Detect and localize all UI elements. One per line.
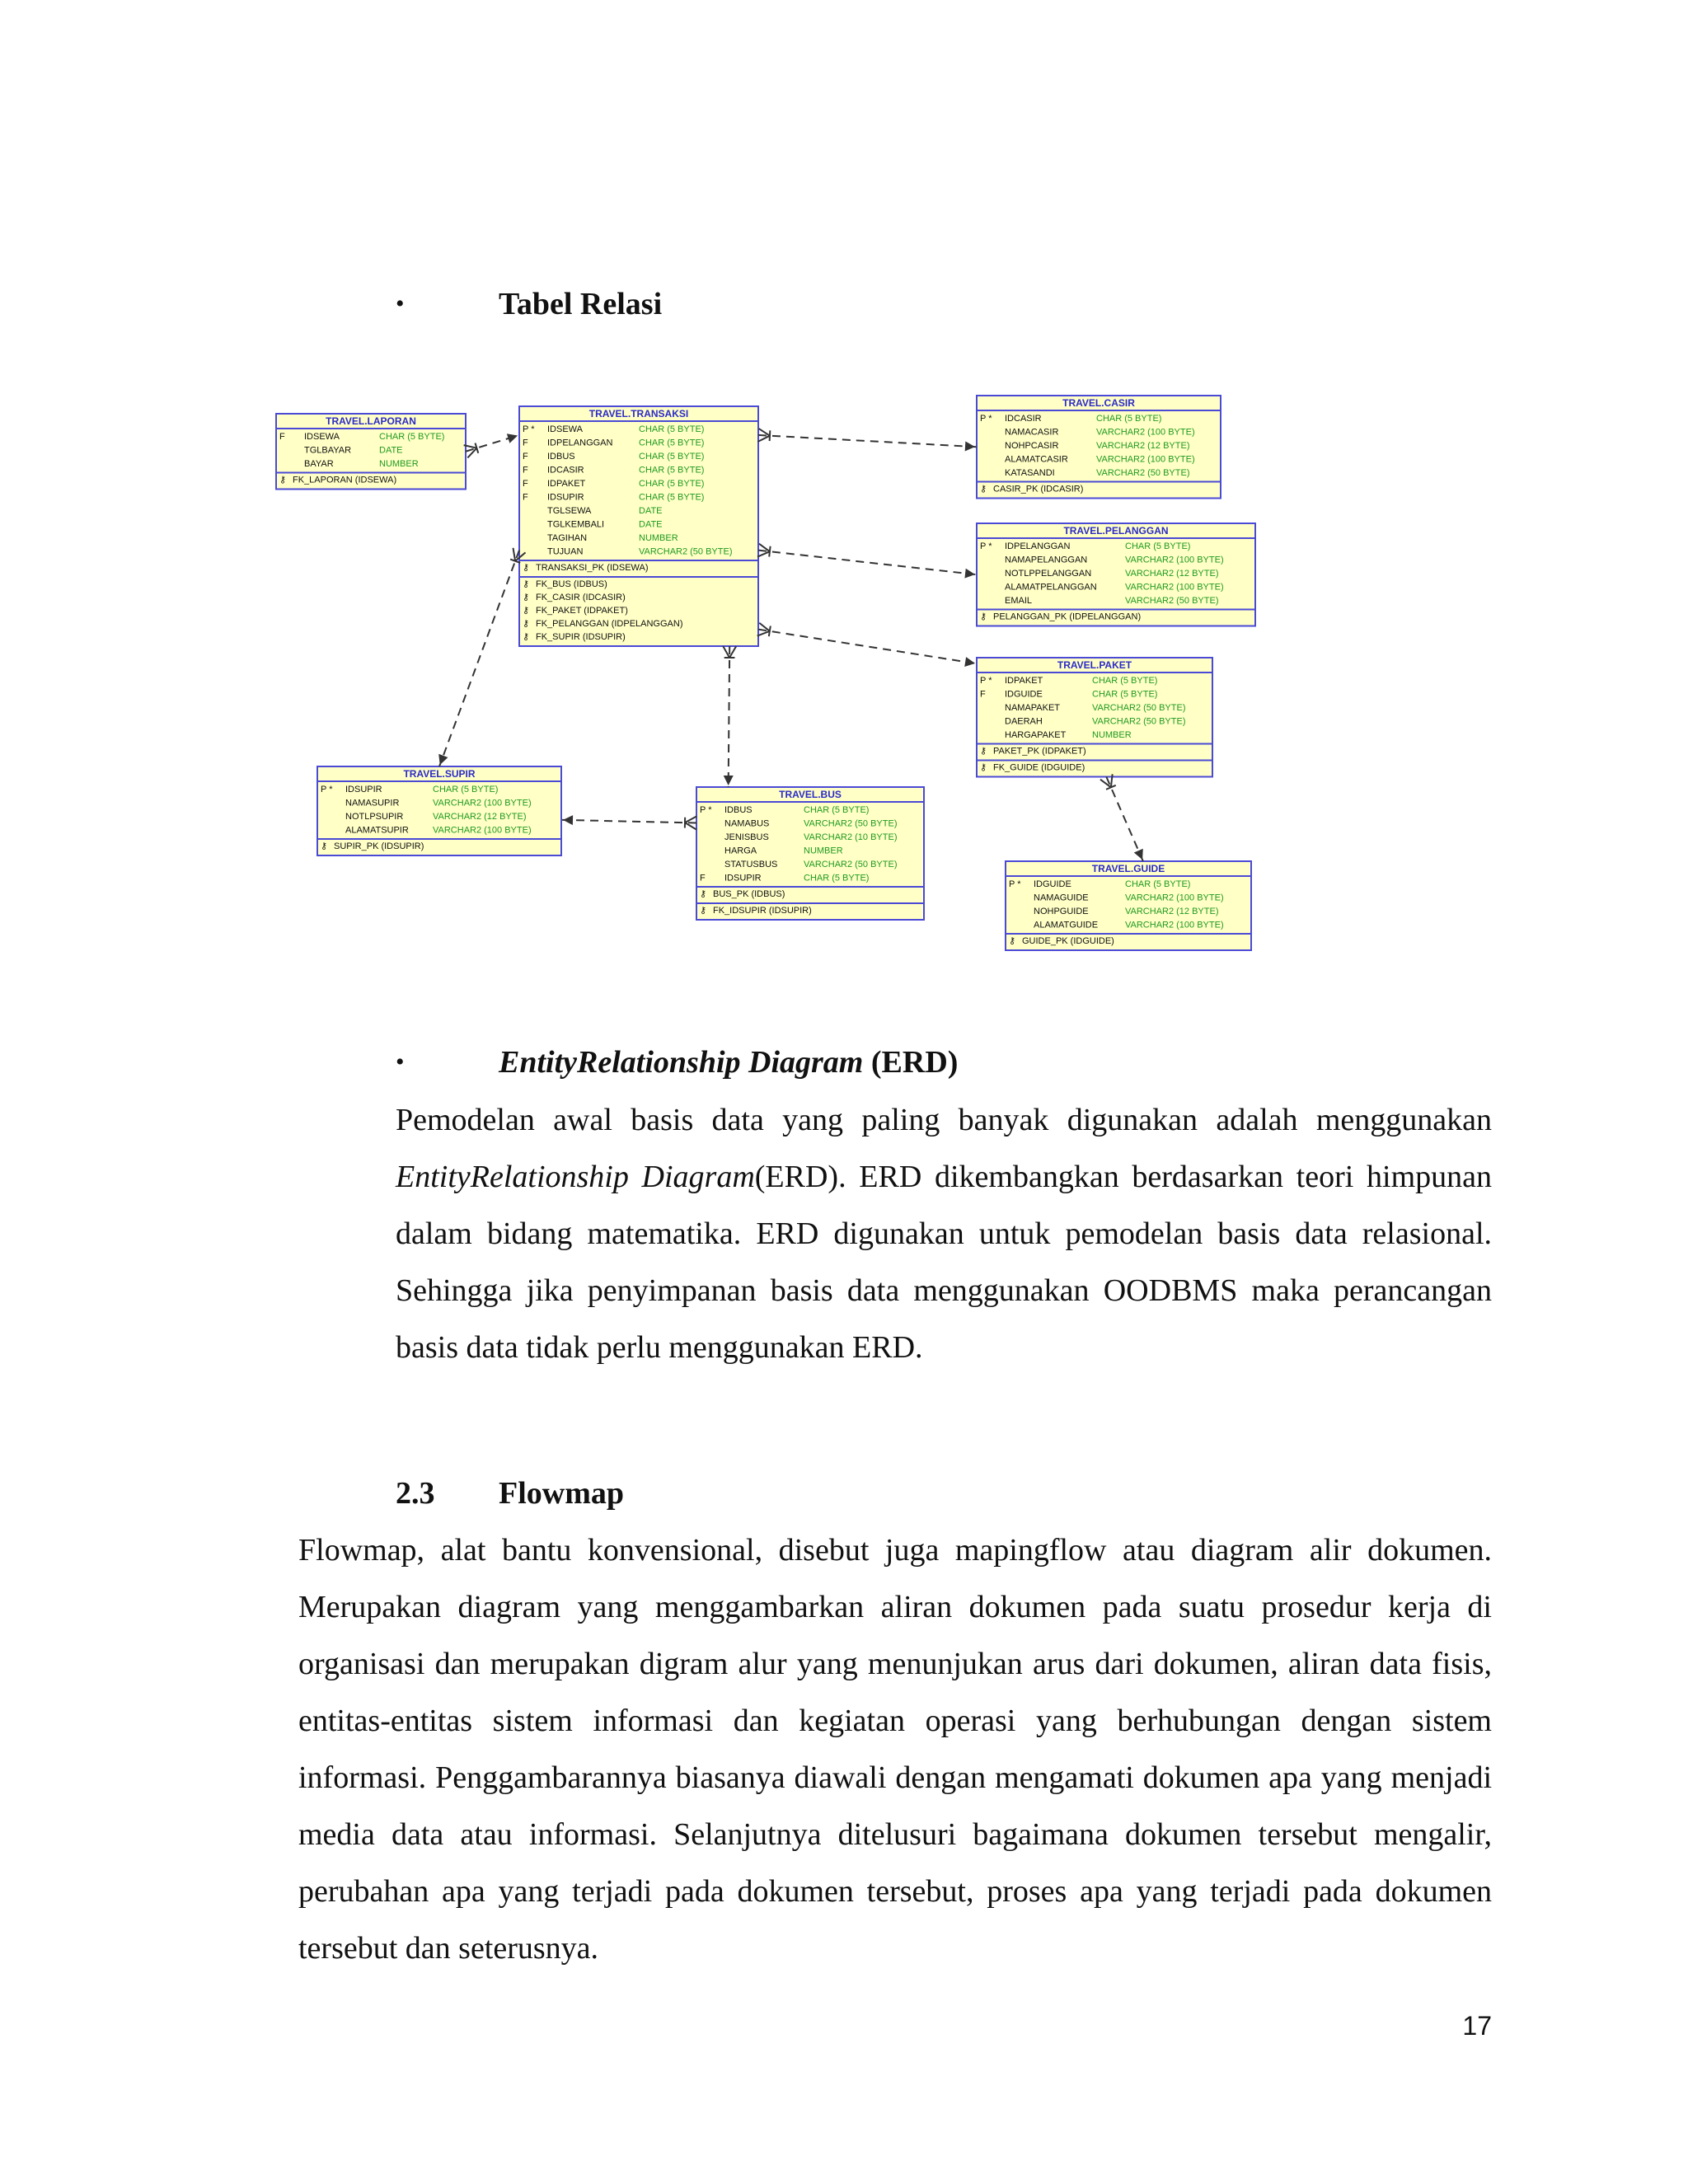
arrowhead-icon — [964, 657, 975, 667]
table-title: TRAVEL.SUPIR — [403, 768, 476, 780]
table-column-row — [1034, 907, 1219, 916]
key-label: FK_PAKET (IDPAKET) — [536, 606, 628, 616]
column-flag: F — [700, 873, 706, 883]
column-name: IDSUPIR — [345, 785, 382, 794]
column-name: ALAMATPELANGGAN — [1005, 582, 1097, 593]
key-icon: ⚷ — [321, 841, 328, 851]
column-type: CHAR (5 BYTE) — [1125, 541, 1191, 551]
key-icon: ⚷ — [523, 606, 530, 616]
relation-table-diagram — [276, 397, 1298, 981]
column-name: NAMAPELANGGAN — [1005, 555, 1088, 565]
column-type: CHAR (5 BYTE) — [804, 805, 870, 815]
column-flag: F — [980, 689, 986, 700]
relation-transaksi-supir — [438, 548, 525, 766]
column-name: IDPAKET — [1005, 676, 1043, 686]
column-name: NOTLPPELANGGAN — [1005, 569, 1092, 579]
column-type: CHAR (5 BYTE) — [639, 492, 705, 503]
column-flag: P * — [321, 785, 333, 794]
table-laporan — [276, 414, 466, 490]
column-name: NOHPGUIDE — [1034, 907, 1089, 916]
key-label: GUIDE_PK (IDGUIDE) — [1022, 936, 1114, 946]
column-type: CHAR (5 BYTE) — [804, 873, 870, 883]
column-name: HARGA — [724, 846, 757, 856]
column-type: CHAR (5 BYTE) — [1096, 414, 1162, 424]
arrowhead-icon — [965, 442, 975, 452]
table-casir — [977, 396, 1221, 499]
column-type: VARCHAR2 (100 BYTE) — [1125, 555, 1224, 565]
column-name: KATASANDI — [1005, 468, 1055, 478]
key-label: FK_BUS (IDBUS) — [536, 579, 607, 589]
table-title: TRAVEL.GUIDE — [1091, 863, 1165, 874]
column-flag: P * — [980, 414, 992, 424]
arrowhead-icon — [438, 754, 448, 765]
column-name: ALAMATSUPIR — [345, 825, 409, 836]
table-pelanggan — [977, 523, 1255, 626]
key-icon: ⚷ — [1009, 936, 1016, 946]
column-name: NAMASUPIR — [345, 798, 400, 808]
column-name: IDSEWA — [304, 432, 340, 442]
column-name: NAMAGUIDE — [1034, 893, 1089, 903]
key-icon: ⚷ — [523, 579, 530, 589]
key-icon: ⚷ — [523, 593, 530, 602]
heading-erd-text — [499, 1043, 958, 1082]
column-name: NAMAPAKET — [1005, 703, 1061, 713]
column-type: VARCHAR2 (50 BYTE) — [1125, 596, 1219, 606]
key-label: FK_GUIDE (IDGUIDE) — [993, 762, 1085, 773]
key-label: SUPIR_PK (IDSUPIR) — [334, 841, 424, 851]
column-flag: F — [523, 492, 528, 503]
key-label: PAKET_PK (IDPAKET) — [993, 746, 1086, 757]
column-name: IDGUIDE — [1005, 689, 1043, 700]
key-icon: ⚷ — [523, 563, 530, 573]
table-column-row — [1005, 441, 1190, 451]
key-icon: ⚷ — [279, 475, 287, 485]
erd-paragraph-line1: Pemodelan awal basis data yang paling banyak digunakan adalah menggunakan — [396, 1103, 1492, 1137]
column-name: IDBUS — [724, 805, 753, 815]
column-name: IDBUS — [547, 452, 575, 462]
column-name: IDPAKET — [547, 479, 586, 489]
table-column-row — [1034, 893, 1224, 903]
column-name: IDCASIR — [1005, 414, 1042, 424]
column-name: BAYAR — [304, 459, 334, 469]
relation-laporan-transaksi — [464, 434, 519, 457]
column-name: NAMABUS — [724, 818, 770, 829]
relation-transaksi-paket — [757, 623, 977, 667]
column-type: VARCHAR2 (50 BYTE) — [804, 818, 898, 829]
column-flag: P * — [1009, 879, 1021, 889]
arrowhead-icon — [964, 569, 975, 579]
page-number: 17 — [1462, 2011, 1492, 2041]
key-icon: ⚷ — [700, 889, 707, 899]
arrowhead-icon — [563, 815, 573, 825]
column-type: NUMBER — [379, 459, 419, 469]
column-type: DATE — [379, 445, 403, 456]
key-label: FK_SUPIR (IDSUPIR) — [536, 632, 626, 642]
erd-paragraph-rest: (ERD). ERD dikembangkan berdasarkan teori himpunan dalam bidang matematika. ERD digunakan untuk pemodelan basis data relasional. Sehingga jika penyimpanan basis data menggunakan OODBMS maka perancangan basis data tidak perlu menggunakan ERD. — [396, 1160, 1492, 1365]
column-type: VARCHAR2 (50 BYTE) — [1092, 703, 1186, 713]
column-flag: F — [523, 452, 528, 462]
table-title: TRAVEL.PELANGGAN — [1063, 525, 1169, 537]
column-type: DATE — [639, 519, 663, 530]
column-name: IDPELANGGAN — [547, 438, 613, 448]
table-column-row — [345, 826, 532, 836]
table-paket — [977, 658, 1212, 777]
column-type: DATE — [639, 506, 663, 516]
table-column-row — [724, 819, 898, 829]
column-type: CHAR (5 BYTE) — [433, 785, 499, 794]
column-type: VARCHAR2 (12 BYTE) — [1125, 569, 1219, 579]
column-flag: F — [523, 479, 528, 489]
column-type: CHAR (5 BYTE) — [639, 479, 705, 489]
key-icon: ⚷ — [980, 612, 987, 622]
table-title: TRAVEL.BUS — [779, 789, 842, 800]
column-type: VARCHAR2 (100 BYTE) — [1125, 920, 1224, 930]
table-title: TRAVEL.CASIR — [1062, 397, 1135, 409]
key-label: TRANSAKSI_PK (IDSEWA) — [536, 563, 649, 573]
column-type: VARCHAR2 (50 BYTE) — [1096, 468, 1190, 478]
column-type: CHAR (5 BYTE) — [639, 452, 705, 462]
erd-paragraph — [396, 1092, 1492, 1376]
relation-bus-supir — [561, 815, 696, 829]
table-column-row — [1034, 921, 1224, 930]
column-type: VARCHAR2 (50 BYTE) — [804, 860, 898, 869]
column-type: CHAR (5 BYTE) — [639, 424, 705, 434]
column-type: VARCHAR2 (10 BYTE) — [804, 832, 898, 842]
relation-line — [439, 551, 519, 766]
key-label: FK_CASIR (IDCASIR) — [536, 593, 626, 602]
table-title: TRAVEL.TRANSAKSI — [588, 408, 689, 419]
table-column-row — [345, 812, 527, 822]
column-type: VARCHAR2 (50 BYTE) — [639, 546, 733, 557]
column-type: VARCHAR2 (12 BYTE) — [1125, 907, 1219, 916]
column-name: ALAMATCASIR — [1005, 454, 1068, 465]
column-flag: P * — [523, 424, 535, 434]
column-name: IDSUPIR — [547, 492, 584, 503]
column-name: NOHPCASIR — [1005, 441, 1059, 451]
column-type: CHAR (5 BYTE) — [1125, 879, 1191, 889]
column-type: NUMBER — [1092, 730, 1132, 740]
relation-transaksi-casir — [758, 429, 977, 452]
column-name: JENISBUS — [724, 832, 769, 842]
heading-erd-italic: EntityRelationship Diagram — [499, 1045, 864, 1080]
column-name: IDGUIDE — [1034, 879, 1071, 889]
table-column-row — [1005, 428, 1195, 438]
key-label: CASIR_PK (IDCASIR) — [993, 484, 1084, 494]
arrowhead-icon — [724, 776, 734, 785]
column-name: TGLKEMBALI — [547, 519, 605, 530]
key-icon: ⚷ — [523, 619, 530, 629]
relation-line — [758, 551, 977, 575]
column-name: IDSEWA — [547, 424, 583, 434]
bullet-icon: • — [396, 290, 405, 317]
column-type: CHAR (5 BYTE) — [639, 438, 705, 448]
column-type: VARCHAR2 (12 BYTE) — [433, 812, 527, 822]
column-type: CHAR (5 BYTE) — [1092, 676, 1158, 686]
column-type: VARCHAR2 (100 BYTE) — [1096, 427, 1195, 438]
column-name: TGLBAYAR — [304, 445, 352, 456]
key-icon: ⚷ — [980, 762, 987, 773]
column-flag: F — [523, 465, 528, 476]
heading-erd-tail: (ERD) — [863, 1045, 959, 1080]
relation-transaksi-bus — [723, 646, 736, 787]
bullet-icon: • — [396, 1048, 405, 1076]
column-type: VARCHAR2 (100 BYTE) — [1125, 582, 1224, 593]
relation-transaksi-pelanggan — [757, 544, 977, 579]
column-type: VARCHAR2 (100 BYTE) — [1096, 454, 1195, 465]
heading-tabel-relasi-text: Tabel Relasi — [499, 287, 663, 321]
key-icon: ⚷ — [980, 484, 987, 494]
table-supir — [317, 766, 561, 855]
column-flag: P * — [980, 541, 992, 551]
column-type: CHAR (5 BYTE) — [379, 432, 445, 442]
column-name: TUJUAN — [547, 546, 584, 557]
column-type: VARCHAR2 (100 BYTE) — [1125, 893, 1224, 903]
table-column-row — [724, 860, 898, 869]
flowmap-paragraph: Flowmap, alat bantu konvensional, disebut juga mapingflow atau diagram alir dokumen. Merupakan diagram yang menggambarkan aliran dokumen pada suatu prosedur kerja di organisasi dan merupakan digram alur yang menunjukan arus dari dokumen, aliran data fisis, entitas-entitas sistem informasi dan kegiatan operasi yang berhubungan dengan sistem informasi. Penggambarannya biasanya diawali dengan mengamati dokumen apa yang menjadi media data atau informasi. Selanjutnya ditelusuri bagaimana dokumen tersebut mengalir, perubahan apa yang terjadi pada dokumen tersebut, proses apa yang terjadi pada dokumen tersebut dan seterusnya. — [298, 1533, 1492, 1966]
column-name: HARGAPAKET — [1005, 730, 1067, 740]
table-title: TRAVEL.LAPORAN — [326, 415, 416, 427]
key-label: FK_IDSUPIR (IDSUPIR) — [713, 906, 812, 916]
column-flag: P * — [700, 805, 712, 815]
relation-paket-guide — [1100, 774, 1143, 861]
column-type: VARCHAR2 (100 BYTE) — [433, 798, 532, 808]
key-icon: ⚷ — [980, 746, 987, 757]
column-name: IDCASIR — [547, 465, 584, 476]
column-name: NAMACASIR — [1005, 427, 1059, 438]
relation-line — [561, 820, 696, 823]
table-bus — [696, 787, 924, 920]
column-type: VARCHAR2 (12 BYTE) — [1096, 441, 1190, 451]
column-name: DAERAH — [1005, 716, 1043, 727]
table-guide — [1006, 861, 1251, 950]
section-title: Flowmap — [499, 1476, 624, 1511]
table-transaksi — [519, 406, 758, 646]
table-column-row — [345, 799, 532, 808]
column-type: CHAR (5 BYTE) — [639, 465, 705, 476]
table-column-row — [1005, 455, 1195, 465]
arrowhead-icon — [507, 434, 518, 443]
key-icon: ⚷ — [700, 906, 707, 916]
column-name: IDSUPIR — [724, 873, 762, 883]
relation-line — [758, 435, 977, 447]
key-label: FK_PELANGGAN (IDPELANGGAN) — [536, 619, 683, 629]
column-flag: P * — [980, 676, 992, 686]
column-name: STATUSBUS — [724, 860, 778, 869]
table-column-row — [1005, 717, 1186, 727]
erd-paragraph-italic: EntityRelationship Diagram — [396, 1160, 755, 1194]
relation-line — [729, 646, 730, 787]
column-type: VARCHAR2 (50 BYTE) — [1092, 716, 1186, 727]
key-label: BUS_PK (IDBUS) — [713, 889, 785, 899]
column-name: IDPELANGGAN — [1005, 541, 1071, 551]
column-name: NOTLPSUPIR — [345, 812, 404, 822]
table-column-row — [724, 832, 898, 842]
key-icon: ⚷ — [523, 632, 530, 642]
section-number: 2.3 — [396, 1476, 435, 1511]
column-name: EMAIL — [1005, 596, 1033, 606]
relation-line — [758, 630, 977, 664]
column-type: CHAR (5 BYTE) — [1092, 689, 1158, 700]
column-name: ALAMATGUIDE — [1034, 920, 1099, 930]
table-column-row — [1005, 703, 1186, 713]
table-column-row — [1005, 468, 1190, 478]
column-type: NUMBER — [804, 846, 843, 856]
column-flag: F — [523, 438, 528, 448]
key-label: FK_LAPORAN (IDSEWA) — [293, 475, 397, 485]
arrowhead-icon — [1134, 849, 1143, 860]
table-title: TRAVEL.PAKET — [1057, 659, 1132, 671]
table-column-row — [547, 547, 733, 557]
key-label: PELANGGAN_PK (IDPELANGGAN) — [993, 612, 1142, 622]
column-name: TAGIHAN — [547, 533, 588, 543]
relation-line — [1106, 777, 1143, 862]
column-type: NUMBER — [639, 533, 678, 543]
column-type: VARCHAR2 (100 BYTE) — [433, 825, 532, 836]
column-name: TGLSEWA — [547, 506, 592, 516]
column-flag: F — [279, 432, 285, 442]
